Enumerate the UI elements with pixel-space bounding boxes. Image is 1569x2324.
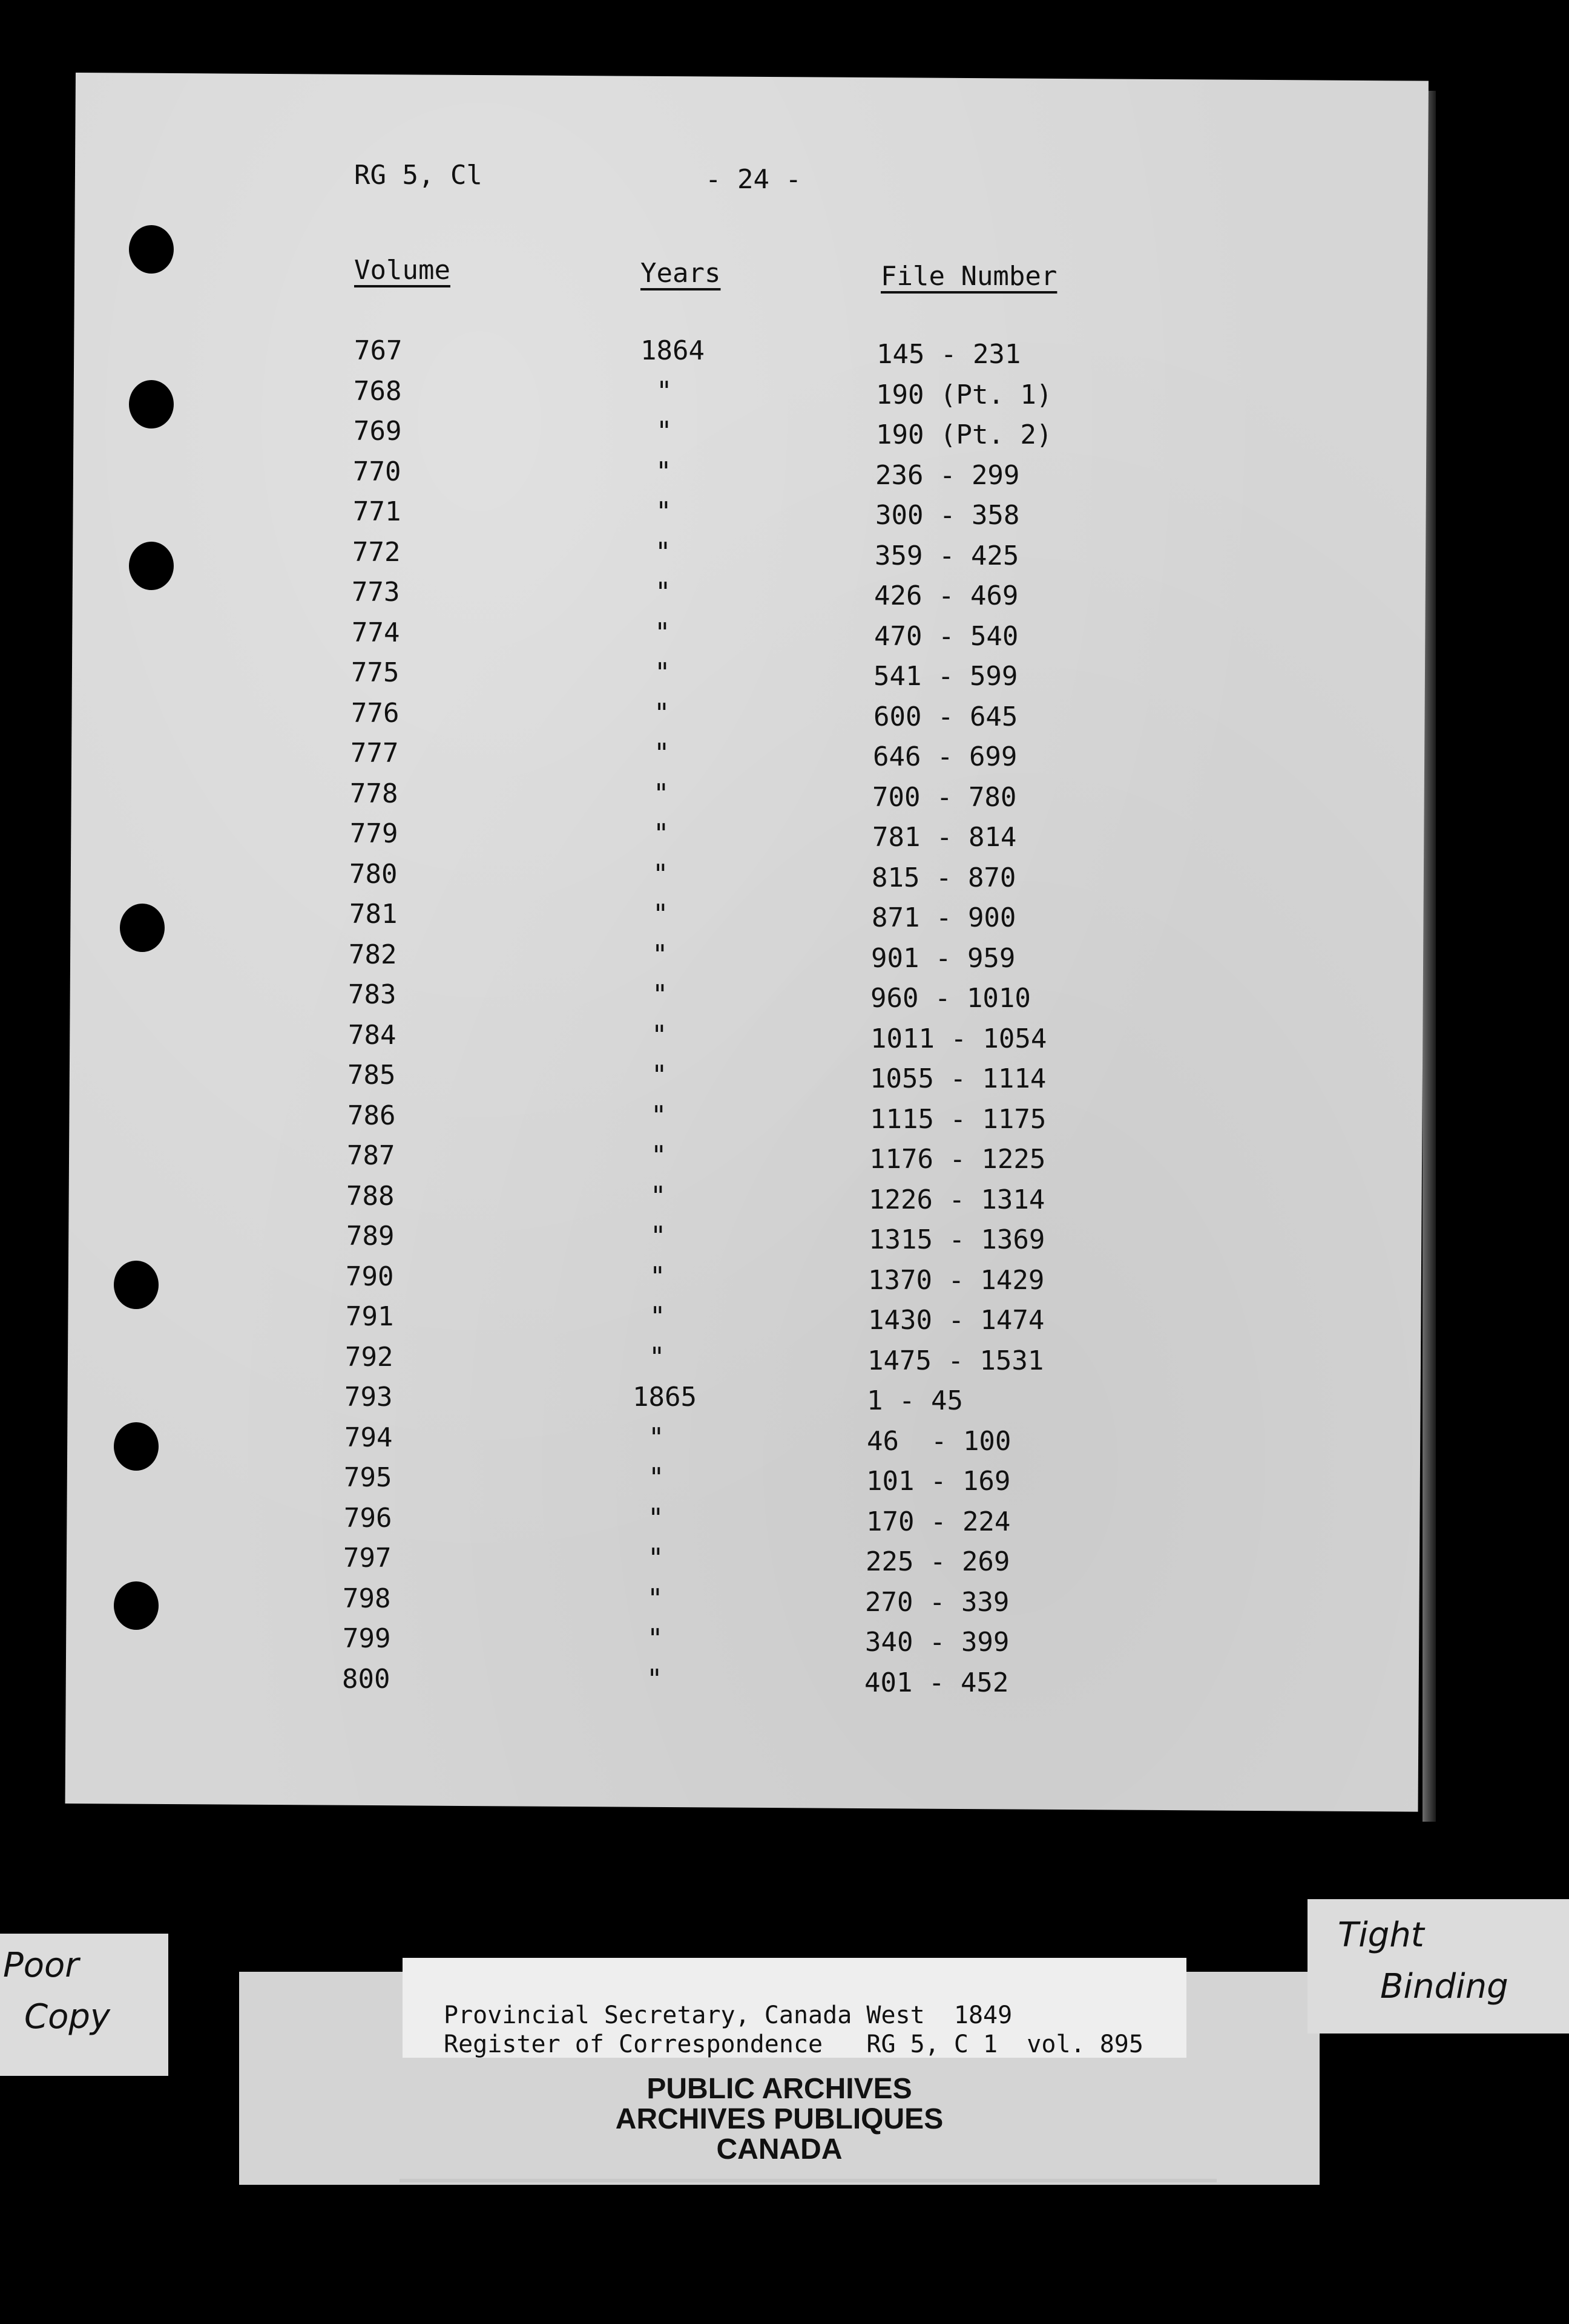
document-page: [65, 73, 1429, 1812]
volume-cell: 771: [353, 496, 401, 527]
column-header-years: Years: [640, 258, 721, 289]
volume-cell: 767: [354, 335, 403, 366]
file-number-cell: 270 - 339: [865, 1587, 1010, 1618]
punch-hole: [114, 1422, 159, 1471]
file-number-cell: 1 - 45: [867, 1385, 963, 1416]
archives-title-en: PUBLIC ARCHIVES: [646, 2073, 912, 2105]
years-cell: ": [654, 617, 671, 648]
years-cell: 1865: [633, 1382, 697, 1413]
volume-cell: 769: [354, 416, 402, 447]
volume-cell: 790: [346, 1261, 394, 1292]
volume-cell: 776: [351, 698, 400, 729]
volume-cell: 797: [343, 1543, 392, 1574]
note-binding: Binding: [1380, 1967, 1508, 2006]
column-header-file-number: File Number: [881, 261, 1058, 292]
volume-cell: 770: [353, 456, 401, 487]
years-cell: ": [647, 1583, 663, 1614]
file-number-cell: 1011 - 1054: [870, 1023, 1047, 1054]
punch-hole: [114, 1581, 159, 1630]
years-cell: ": [656, 456, 672, 487]
punch-hole: [129, 380, 174, 428]
volume-cell: 798: [343, 1583, 391, 1614]
volume-cell: 772: [352, 537, 401, 568]
volume-cell: 799: [343, 1623, 391, 1654]
years-cell: ": [652, 939, 668, 970]
volume-cell: 796: [344, 1503, 392, 1534]
file-number-cell: 236 - 299: [875, 460, 1020, 491]
file-number-cell: 401 - 452: [864, 1667, 1009, 1698]
file-number-cell: 1055 - 1114: [870, 1063, 1047, 1094]
years-cell: ": [647, 1623, 663, 1654]
years-cell: ": [648, 1462, 665, 1493]
volume-cell: 785: [347, 1060, 396, 1091]
years-cell: ": [653, 778, 669, 809]
file-number-cell: 600 - 645: [873, 701, 1018, 732]
file-number-cell: 815 - 870: [872, 862, 1016, 893]
years-cell: ": [652, 979, 668, 1010]
years-cell: ": [653, 859, 669, 890]
volume-cell: 779: [350, 818, 398, 849]
years-cell: ": [648, 1422, 665, 1453]
years-cell: ": [650, 1221, 666, 1252]
file-number-cell: 1475 - 1531: [867, 1345, 1044, 1376]
years-cell: ": [655, 577, 671, 608]
record-group-reference: RG 5, Cl: [354, 160, 482, 191]
years-cell: ": [648, 1543, 664, 1574]
file-number-cell: 190 (Pt. 2): [876, 419, 1053, 450]
years-cell: ": [655, 537, 671, 568]
volume-cell: 783: [348, 979, 396, 1010]
label-line-2: Register of Correspondence RG 5, C 1 vol. 895: [444, 2030, 1143, 2058]
file-number-cell: 871 - 900: [872, 902, 1016, 933]
label-line-1: Provincial Secretary, Canada West 1849: [444, 2001, 1013, 2029]
years-cell: ": [651, 1020, 668, 1051]
file-number-cell: 1226 - 1314: [869, 1184, 1045, 1215]
volume-cell: 786: [347, 1100, 396, 1131]
years-cell: ": [656, 416, 673, 447]
years-cell: ": [656, 376, 673, 407]
years-cell: ": [654, 698, 670, 729]
years-cell: ": [651, 1100, 667, 1131]
volume-cell: 784: [348, 1020, 396, 1051]
file-number-cell: 1315 - 1369: [869, 1224, 1045, 1255]
volume-cell: 773: [352, 577, 400, 608]
punch-hole: [114, 1261, 159, 1309]
years-cell: ": [650, 1301, 666, 1332]
volume-cell: 782: [349, 939, 397, 970]
file-number-cell: 1115 - 1175: [870, 1104, 1047, 1135]
file-number-cell: 781 - 814: [872, 822, 1017, 853]
volume-cell: 795: [344, 1462, 392, 1493]
volume-cell: 789: [346, 1221, 395, 1252]
years-cell: ": [651, 1060, 668, 1091]
volume-cell: 774: [352, 617, 400, 648]
years-cell: ": [653, 818, 669, 849]
volume-cell: 793: [344, 1382, 393, 1413]
volume-cell: 775: [351, 657, 400, 688]
volume-cell: 794: [344, 1422, 393, 1453]
punch-hole: [120, 904, 165, 952]
file-number-cell: 646 - 699: [873, 741, 1018, 772]
file-number-cell: 1176 - 1225: [869, 1144, 1046, 1175]
file-number-cell: 901 - 959: [871, 943, 1016, 974]
volume-cell: 788: [346, 1181, 395, 1212]
note-poor: Poor: [3, 1946, 79, 1985]
file-number-cell: 1370 - 1429: [868, 1265, 1045, 1296]
volume-cell: 787: [347, 1140, 395, 1171]
years-cell: 1864: [640, 335, 705, 366]
file-number-cell: 470 - 540: [874, 621, 1019, 652]
file-number-cell: 960 - 1010: [870, 983, 1031, 1014]
volume-cell: 780: [349, 859, 398, 890]
file-number-cell: 145 - 231: [877, 339, 1021, 370]
volume-cell: 778: [350, 778, 398, 809]
file-number-cell: 340 - 399: [865, 1627, 1010, 1658]
file-number-cell: 426 - 469: [874, 580, 1019, 611]
punch-hole: [129, 542, 174, 590]
years-cell: ": [650, 1261, 666, 1292]
file-number-cell: 1430 - 1474: [868, 1305, 1045, 1336]
file-number-cell: 359 - 425: [875, 540, 1019, 571]
volume-cell: 777: [350, 738, 399, 769]
years-cell: ": [646, 1664, 663, 1695]
file-number-cell: 300 - 358: [875, 500, 1020, 531]
years-cell: ": [650, 1181, 666, 1212]
volume-cell: 800: [342, 1664, 390, 1695]
file-number-cell: 170 - 224: [866, 1506, 1011, 1537]
archives-country: CANADA: [716, 2133, 843, 2165]
file-number-cell: 225 - 269: [866, 1546, 1010, 1577]
volume-cell: 781: [349, 899, 398, 930]
punch-hole: [129, 225, 174, 274]
file-number-cell: 541 - 599: [873, 661, 1018, 692]
file-number-cell: 700 - 780: [872, 782, 1017, 813]
page-number: - 24 -: [705, 164, 801, 195]
years-cell: ": [648, 1503, 664, 1534]
file-number-cell: 190 (Pt. 1): [876, 379, 1053, 410]
volume-cell: 791: [346, 1301, 394, 1332]
years-cell: ": [653, 899, 669, 930]
years-cell: ": [654, 738, 670, 769]
column-header-volume: Volume: [354, 255, 450, 286]
file-number-cell: 46 - 100: [867, 1426, 1011, 1457]
years-cell: ": [649, 1342, 665, 1373]
volume-cell: 768: [354, 376, 402, 407]
file-number-cell: 101 - 169: [866, 1466, 1011, 1497]
note-copy: Copy: [24, 1997, 111, 2037]
label-rule: [400, 2179, 1217, 2182]
note-tight: Tight: [1338, 1915, 1424, 1955]
archives-title-fr: ARCHIVES PUBLIQUES: [615, 2103, 944, 2135]
volume-cell: 792: [345, 1342, 393, 1373]
years-cell: ": [654, 657, 671, 688]
years-cell: ": [651, 1140, 667, 1171]
years-cell: ": [656, 496, 672, 527]
